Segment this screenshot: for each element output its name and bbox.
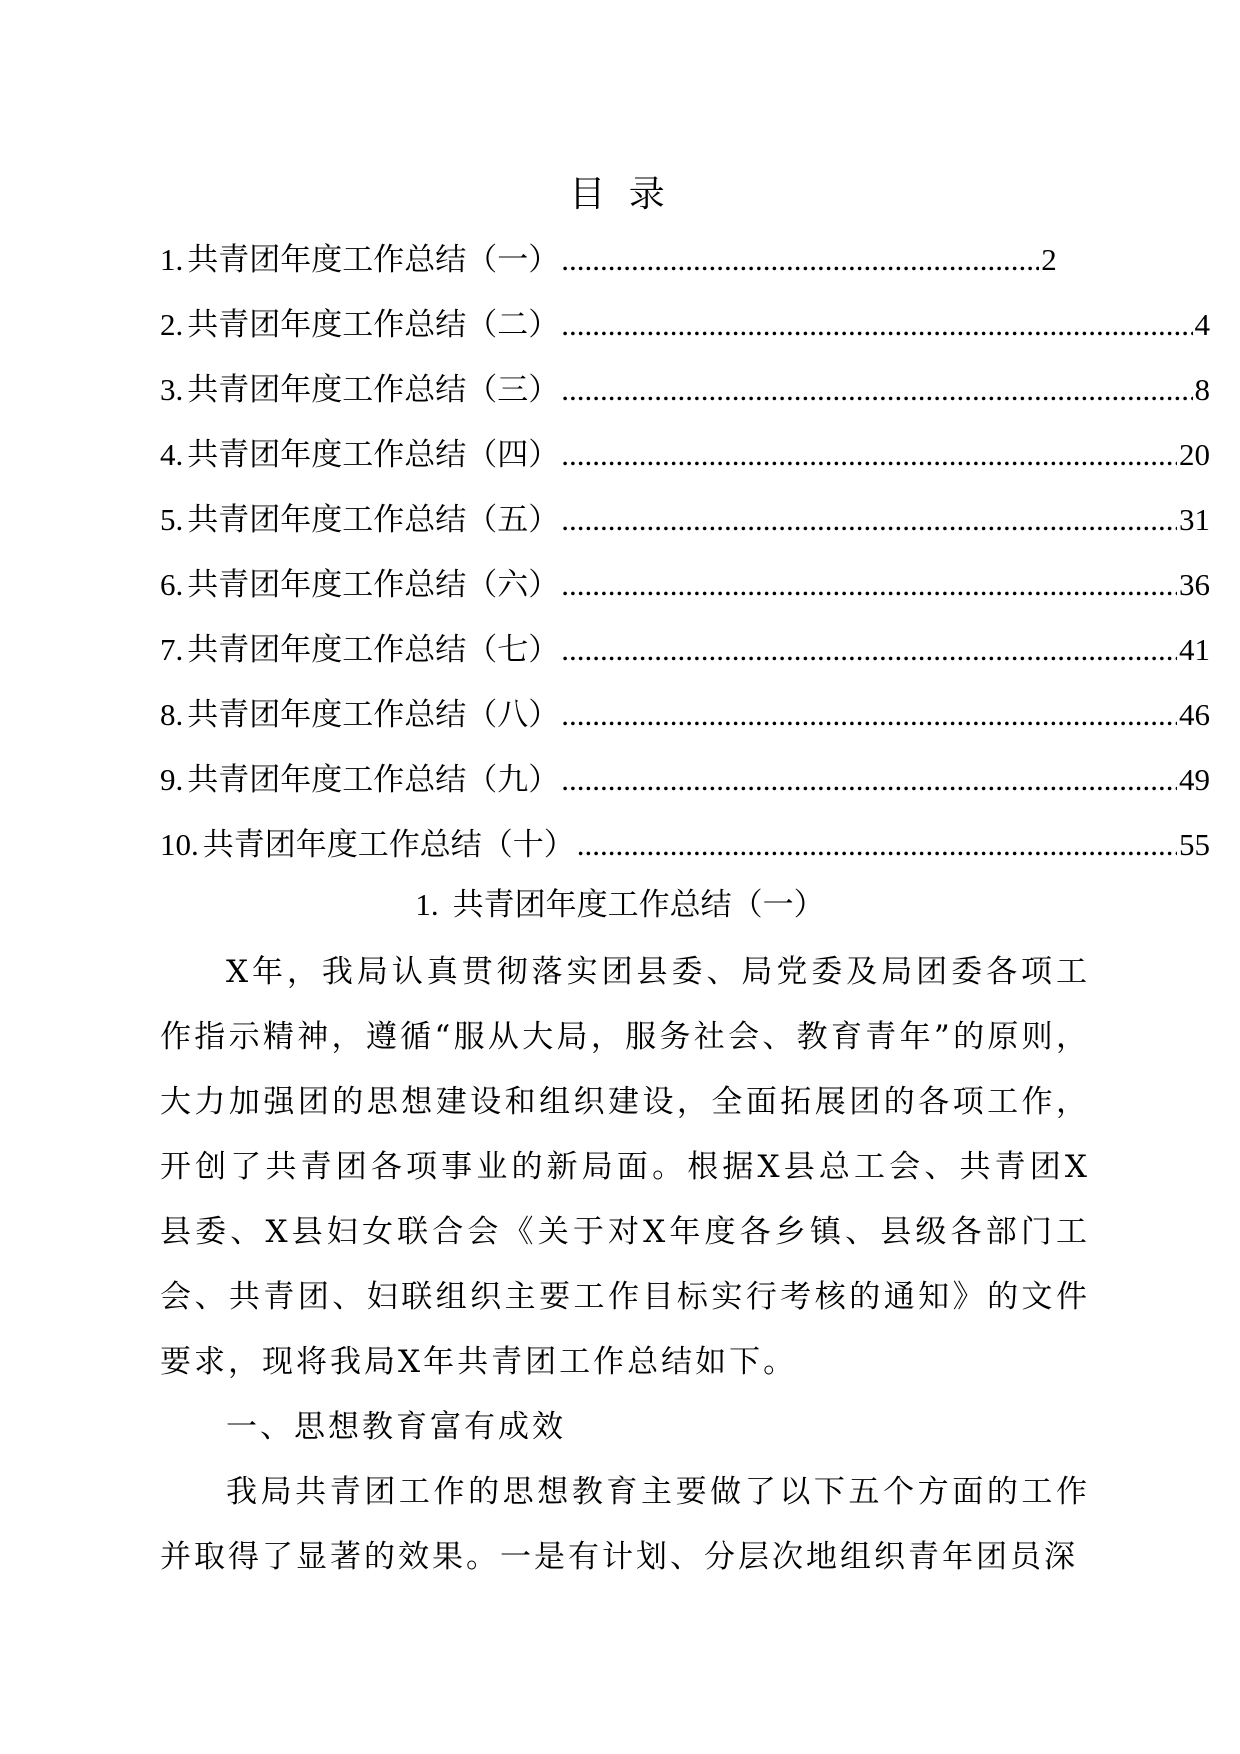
toc-item-title: 共青团年度工作总结（七） <box>187 632 560 668</box>
toc-item-number: 9. <box>160 762 184 797</box>
toc-item[interactable] <box>160 235 1210 300</box>
toc-item-number: 6. <box>160 567 184 602</box>
toc-item-page: 55 <box>1179 827 1210 862</box>
toc-leader-dots <box>561 755 1177 805</box>
toc-item-title: 共青团年度工作总结（四） <box>187 437 560 473</box>
toc-item[interactable] <box>160 300 1210 365</box>
toc-leader-dots <box>561 560 1177 610</box>
table-of-contents <box>160 235 1210 885</box>
toc-item-title: 共青团年度工作总结（十） <box>202 827 575 863</box>
toc-item-page: 49 <box>1179 762 1210 797</box>
toc-item-number: 2. <box>160 307 184 342</box>
toc-title: 目 录 <box>569 174 671 215</box>
toc-leader-dots <box>561 430 1177 480</box>
toc-item-title: 共青团年度工作总结（八） <box>187 697 560 733</box>
toc-item[interactable] <box>160 690 1210 755</box>
toc-item-number: 4. <box>160 437 184 472</box>
toc-item[interactable] <box>160 365 1210 430</box>
toc-item-page: 20 <box>1179 437 1210 472</box>
toc-item[interactable] <box>160 755 1210 820</box>
toc-item-page: 41 <box>1179 632 1210 667</box>
toc-item-number: 8. <box>160 697 184 732</box>
toc-item-page: 4 <box>1194 307 1210 342</box>
section-title: 共青团年度工作总结（一） <box>452 887 825 923</box>
toc-leader-dots <box>561 690 1177 740</box>
toc-item-number: 3. <box>160 372 184 407</box>
toc-item[interactable] <box>160 625 1210 690</box>
toc-item-number: 5. <box>160 502 184 537</box>
toc-item-page: 31 <box>1179 502 1210 537</box>
toc-item-number: 10. <box>160 827 199 862</box>
toc-leader-dots <box>561 495 1177 545</box>
toc-leader-dots <box>561 300 1192 350</box>
body-paragraph: X年，我局认真贯彻落实团县委、局党委及局团委各项工作指示精神，遵循“服从大局，服务社会、教育青年”的原则，大力加强团的思想建设和组织建设，全面拓展团的各项工作，开创了共青团各项事业的新局面。根据X县总工会、共青团X县委、X县妇女联合会《关于对X年度各乡镇、县级各部门工会、共青团、妇联组织主要工作目标实行考核的通知》的文件要求，现将我局X年共青团工作总结如下。 <box>160 954 1090 1380</box>
toc-item-title: 共青团年度工作总结（六） <box>187 567 560 603</box>
toc-item-page: 36 <box>1179 567 1210 602</box>
toc-item-number: 1. <box>160 242 184 277</box>
toc-item[interactable] <box>160 430 1210 495</box>
toc-leader-dots <box>561 625 1177 675</box>
toc-item-number: 7. <box>160 632 184 667</box>
toc-item-title: 共青团年度工作总结（二） <box>187 307 560 343</box>
toc-item[interactable] <box>160 560 1210 625</box>
section-heading <box>0 880 1240 930</box>
toc-item-page: 8 <box>1194 372 1210 407</box>
toc-item[interactable] <box>160 820 1210 885</box>
toc-item-title: 共青团年度工作总结（五） <box>187 502 560 538</box>
body-paragraph: 我局共青团工作的思想教育主要做了以下五个方面的工作并取得了显著的效果。一是有计划、分层次地组织青年团员深 <box>160 1474 1090 1575</box>
toc-item-page: 2 <box>1041 242 1057 277</box>
toc-leader-dots <box>577 820 1177 870</box>
toc-item[interactable] <box>160 495 1210 560</box>
toc-leader-dots <box>561 365 1192 415</box>
subsection-heading: 一、思想教育富有成效 <box>226 1409 566 1445</box>
toc-item-title: 共青团年度工作总结（一） <box>187 242 560 278</box>
toc-item-title: 共青团年度工作总结（九） <box>187 762 560 798</box>
toc-item-page: 46 <box>1179 697 1210 732</box>
toc-item-title: 共青团年度工作总结（三） <box>187 372 560 408</box>
section-number: 1. <box>415 887 439 922</box>
toc-leader-dots <box>561 235 1039 285</box>
